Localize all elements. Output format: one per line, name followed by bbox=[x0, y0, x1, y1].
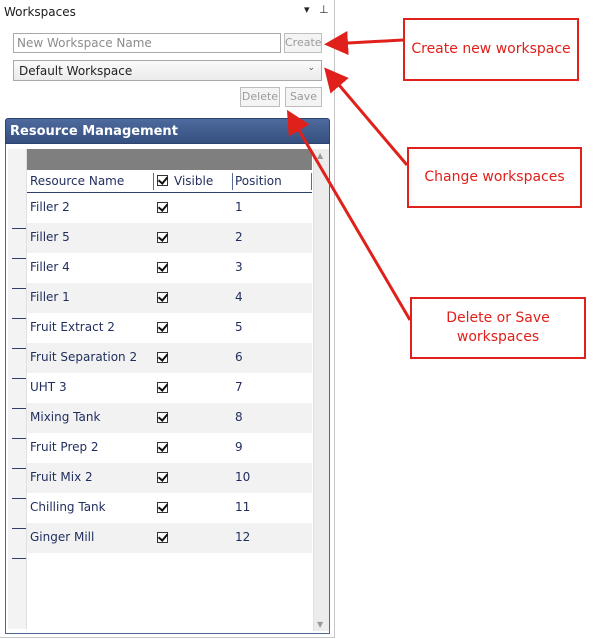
column-header-resource-name[interactable]: Resource Name bbox=[30, 174, 125, 188]
chevron-down-icon: ⌄ bbox=[307, 63, 315, 73]
resource-name: UHT 3 bbox=[30, 380, 67, 394]
panel-title: Workspaces bbox=[4, 5, 76, 19]
resource-name: Filler 2 bbox=[30, 200, 70, 214]
resource-name: Mixing Tank bbox=[30, 410, 101, 424]
resource-position: 2 bbox=[235, 230, 243, 244]
resource-name: Filler 4 bbox=[30, 260, 70, 274]
arrow-to-create bbox=[330, 40, 403, 44]
save-button[interactable]: Save bbox=[285, 87, 322, 107]
delete-button[interactable]: Delete bbox=[240, 87, 280, 107]
resource-management-title: Resource Management bbox=[10, 124, 178, 139]
resource-position: 9 bbox=[235, 440, 243, 454]
scroll-up-icon[interactable]: ▲ bbox=[317, 151, 324, 160]
resource-position: 10 bbox=[235, 470, 251, 484]
resource-position: 12 bbox=[235, 530, 251, 544]
resource-name: Ginger Mill bbox=[30, 530, 95, 544]
create-button[interactable]: Create bbox=[284, 33, 322, 53]
resource-position: 11 bbox=[235, 500, 251, 514]
pin-icon[interactable]: ⊥ bbox=[319, 3, 329, 16]
resource-name: Filler 5 bbox=[30, 230, 70, 244]
callout-delete-save: Delete or Save workspaces bbox=[410, 297, 586, 359]
resource-position: 5 bbox=[235, 320, 243, 334]
resource-name: Fruit Mix 2 bbox=[30, 470, 93, 484]
scroll-down-icon[interactable]: ▼ bbox=[317, 620, 324, 629]
arrow-to-select bbox=[328, 72, 407, 165]
resource-name: Chilling Tank bbox=[30, 500, 106, 514]
resource-position: 7 bbox=[235, 380, 243, 394]
dropdown-arrow-icon[interactable]: ▾ bbox=[304, 3, 310, 16]
resource-position: 8 bbox=[235, 410, 243, 424]
resource-name: Filler 1 bbox=[30, 290, 70, 304]
resource-name: Fruit Separation 2 bbox=[30, 350, 138, 364]
workspace-select-value: Default Workspace bbox=[19, 64, 133, 78]
callout-create: Create new workspace bbox=[403, 18, 579, 81]
column-header-visible[interactable]: Visible bbox=[174, 174, 214, 188]
resource-position: 4 bbox=[235, 290, 243, 304]
resource-name: Fruit Prep 2 bbox=[30, 440, 99, 454]
callout-change: Change workspaces bbox=[407, 147, 582, 208]
resource-position: 6 bbox=[235, 350, 243, 364]
resource-position: 1 bbox=[235, 200, 243, 214]
resource-name: Fruit Extract 2 bbox=[30, 320, 115, 334]
column-header-position[interactable]: Position bbox=[235, 174, 282, 188]
resource-position: 3 bbox=[235, 260, 243, 274]
